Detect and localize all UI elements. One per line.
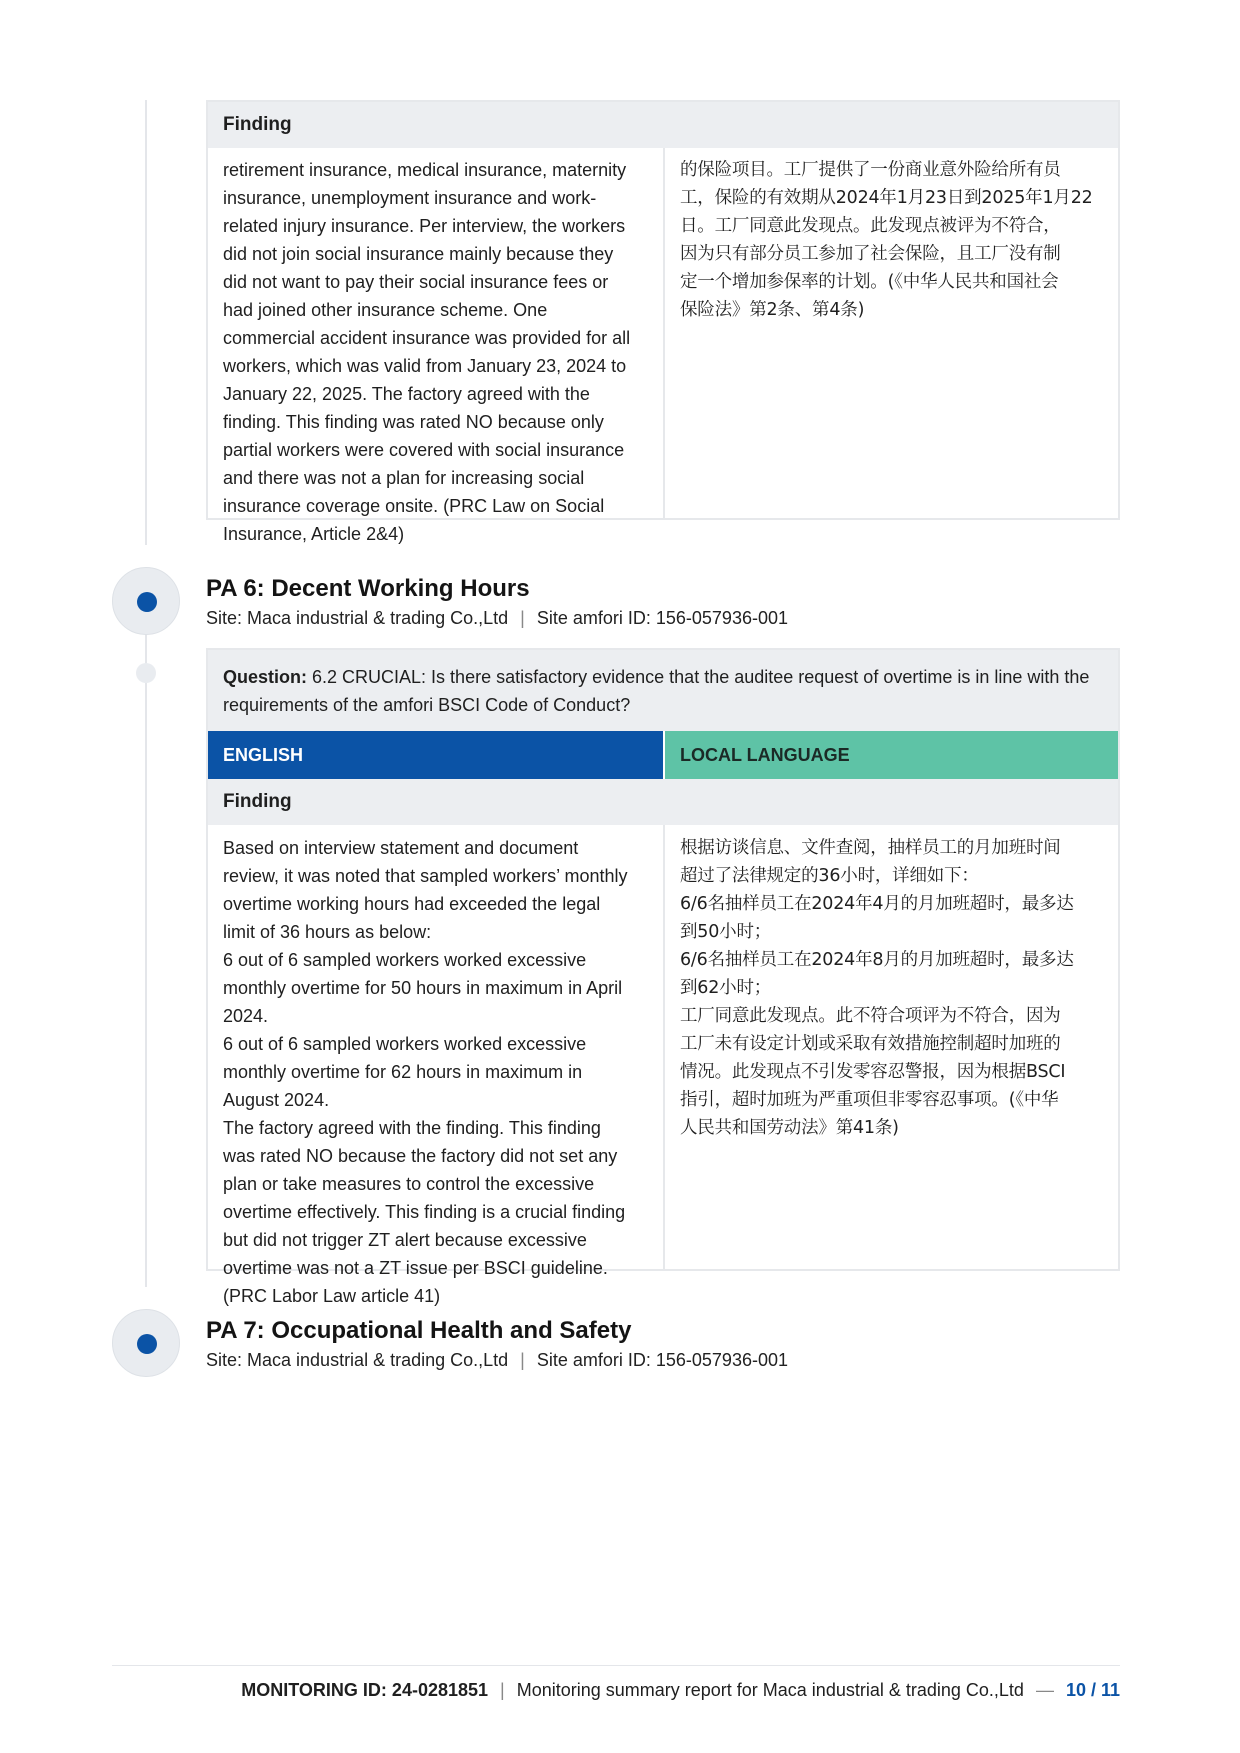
site-line xyxy=(206,608,788,629)
site-name: Site: Maca industrial & trading Co.,Ltd xyxy=(206,608,509,628)
report-summary: Monitoring summary report for Maca industrial & trading Co.,Ltd xyxy=(516,1680,1024,1700)
timeline-line xyxy=(145,632,147,1287)
finding-local: 根据访谈信息、文件查阅，抽样员工的月加班时间 超过了法律规定的36小时，详细如下： 6/6名抽样员工在2024年4月的月加班超时，最多达 到50小时； 6/6名抽样员工在2024年8月的月加班超时，最多达 到62小时； 工厂同意此发现点。此不符合项评为不符合，因为 工厂未有设定计划或采取有效措施控制超时加班的 情况。此发现点不引发零容忍警报，因为根据BSCI 指引，超时加班为严重项但非零容忍事项。(《中华 人民共和国劳动法》第41条) xyxy=(663,825,1118,1269)
question-marker xyxy=(136,663,156,683)
bullet-dot-icon xyxy=(137,1334,157,1354)
section-marker xyxy=(112,567,180,635)
timeline-line xyxy=(145,100,147,545)
question-label: Question: xyxy=(223,667,307,687)
finding-local: 的保险项目。工厂提供了一份商业意外险给所有员 工，保险的有效期从2024年1月23日到2025年1月22 日。工厂同意此发现点。此发现点被评为不符合， 因为只有部分员工参加了社会保险，且工厂没有制 定一个增加参保率的计划。(《中华人民共和国社会 保险法》第2条、第4条) xyxy=(663,148,1118,518)
separator: | xyxy=(500,1680,505,1700)
page-footer xyxy=(241,1680,1120,1701)
bullet-dot-icon xyxy=(137,592,157,612)
separator: | xyxy=(520,1350,525,1370)
question-text: 6.2 CRUCIAL: Is there satisfactory evidence that the auditee request of overtime is in line with the requirements of the amfori BSCI Code of Conduct? xyxy=(223,667,1090,715)
page-number: 10 / 11 xyxy=(1065,1680,1120,1700)
site-name: Site: Maca industrial & trading Co.,Ltd xyxy=(206,1350,509,1370)
finding-row xyxy=(208,825,1118,1306)
section-marker xyxy=(112,1309,180,1377)
section-title: PA 7: Occupational Health and Safety xyxy=(206,1317,632,1344)
question-table xyxy=(206,648,1120,1306)
site-line xyxy=(206,1350,788,1371)
footer-divider xyxy=(112,1665,1120,1666)
language-bar xyxy=(208,731,1118,779)
section-title: PA 6: Decent Working Hours xyxy=(206,575,530,602)
english-column-header: ENGLISH xyxy=(208,731,663,779)
finding-english: Based on interview statement and document review, it was noted that sampled workers’ monthly overtime working hours had exceeded the legal limit of 36 hours as below: 6 out of 6 sampled workers worked excessive monthly overtime for 50 hours in maximum in April 2024. 6 out of 6 sampled workers worked excessive monthly overtime for 62 hours in maximum in August 2024. The factory agreed with the finding. This finding was rated NO because the factory did not set any plan or take measures to control the excessive overtime effectively. This finding is a crucial finding but did not trigger ZT alert because excessive overtime was not a ZT issue per BSCI guideline. (PRC Labor Law article 41) xyxy=(223,838,628,1306)
separator: | xyxy=(520,608,525,628)
finding-table xyxy=(206,100,1120,544)
question-block xyxy=(208,650,1118,731)
monitoring-id: MONITORING ID: 24-0281851 xyxy=(241,1680,489,1700)
finding-english: retirement insurance, medical insurance, maternity insurance, unemployment insurance and work- related injury insurance. Per interview, the workers did not join social insurance mainly because they did not want to pay their social insurance fees or had joined other insurance scheme. One commercial accident insurance was provided for all workers, which was valid from January 23, 2024 to January 22, 2025. The factory agreed with the finding. This finding was rated NO because only partial workers were covered with social insurance and there was not a plan for increasing social insurance coverage onsite. (PRC Law on Social Insurance, Article 2&4) xyxy=(223,160,631,544)
finding-header: Finding xyxy=(208,102,1118,148)
local-language-column-header: LOCAL LANGUAGE xyxy=(663,731,1118,779)
finding-row xyxy=(208,148,1118,544)
dash-separator: — xyxy=(1035,1680,1054,1700)
site-id: Site amfori ID: 156-057936-001 xyxy=(536,1350,788,1370)
finding-header: Finding xyxy=(208,779,1118,825)
site-id: Site amfori ID: 156-057936-001 xyxy=(536,608,788,628)
